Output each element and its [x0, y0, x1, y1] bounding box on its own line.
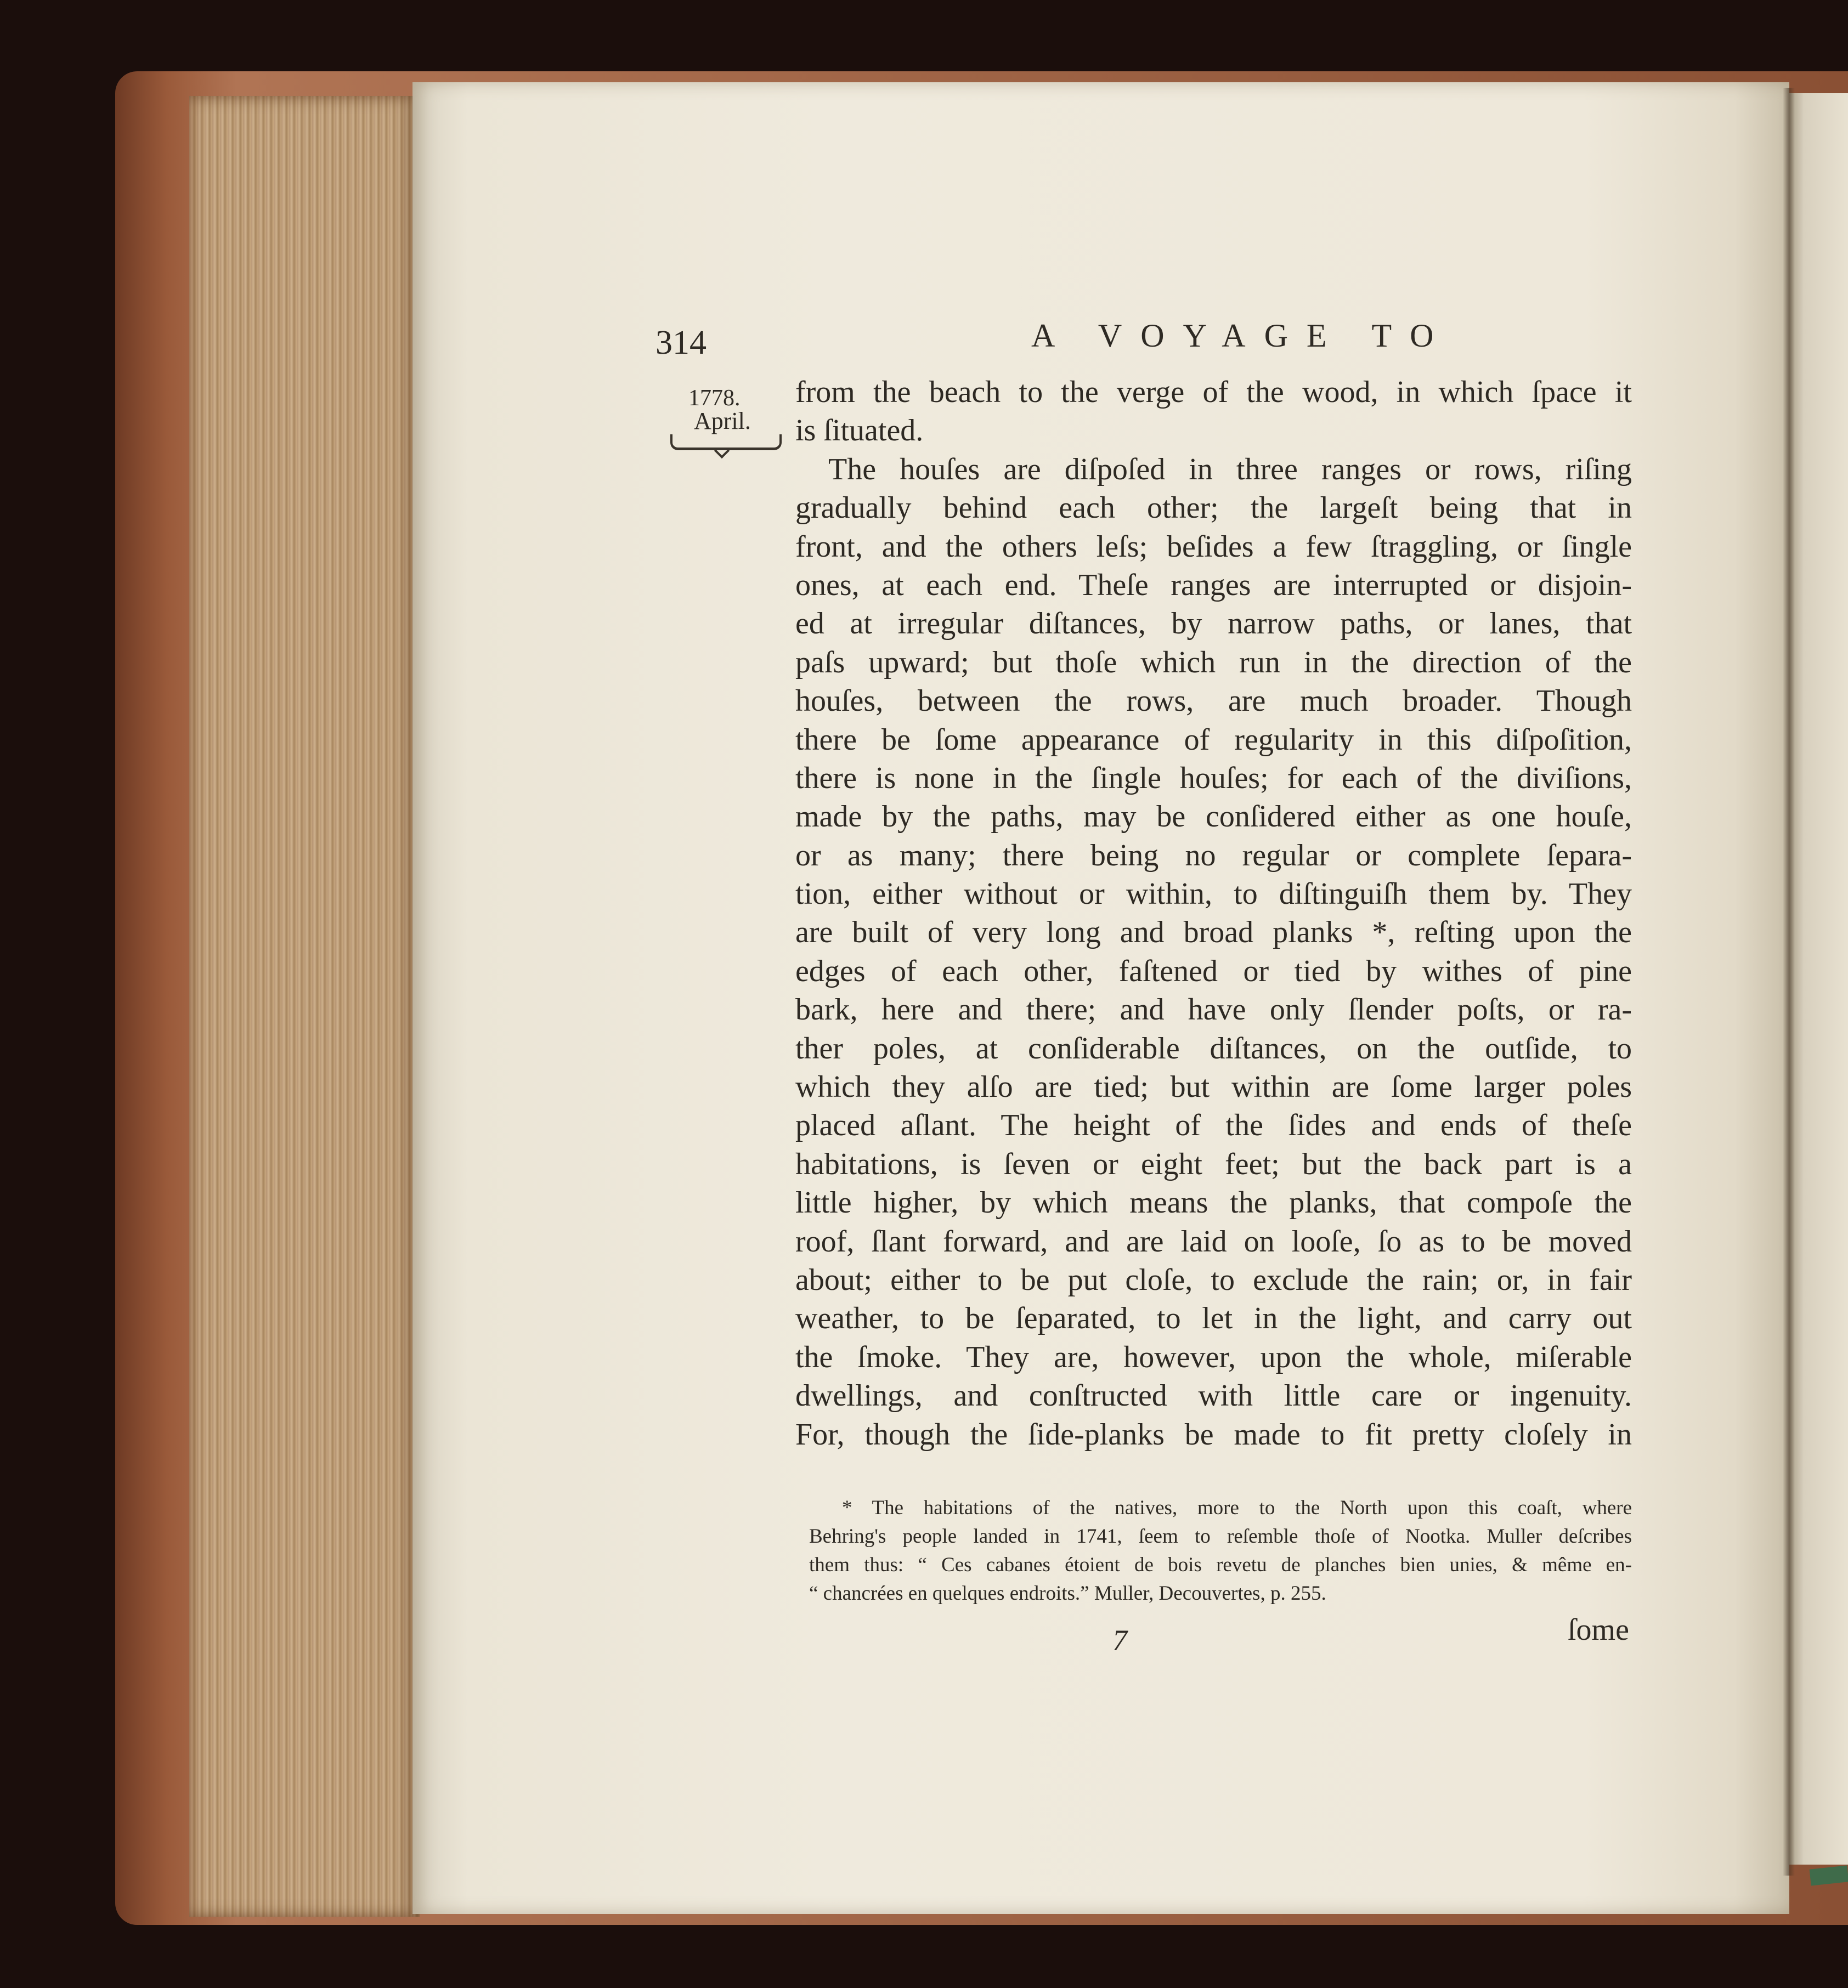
text-line: weather, to be ſeparated, to let in the light, and carry out [795, 1301, 1632, 1336]
text-line: houſes, between the rows, are much broader. Though [795, 684, 1632, 718]
text-line: ther poles, at conſiderable diſtances, on the outſide, to [795, 1031, 1632, 1066]
footnote-line: Behring's people landed in 1741, ſeem to reſemble thoſe of Nootka. Muller deſcribes [809, 1525, 1632, 1548]
text-line: or as many; there being no regular or complete ſepara- [795, 838, 1632, 873]
footnote-line: “ chancrées en quelques endroits.” Muller, Decouvertes, p. 255. [809, 1582, 1326, 1605]
footnote-line: * The habitations of the natives, more to the North upon this coaſt, where [842, 1497, 1632, 1519]
text-line: there is none in the ſingle houſes; for each of the diviſions, [795, 761, 1632, 795]
right-page-edge [1789, 93, 1848, 1865]
text-line: front, and the others leſs; beſides a few ſtraggling, or ſingle [795, 529, 1632, 564]
footnote [809, 1494, 1632, 1608]
text-line: paſs upward; but thoſe which run in the direction of the [795, 645, 1632, 679]
text-line: For, though the ſide-planks be made to fit pretty cloſely in [795, 1417, 1632, 1452]
text-line: The houſes are diſpoſed in three ranges or rows, riſing [828, 452, 1632, 486]
text-line: the ſmoke. They are, however, upon the whole, miſerable [795, 1340, 1632, 1374]
text-line: edges of each other, faſtened or tied by withes of pine [795, 954, 1632, 988]
margin-month: April. [694, 407, 751, 434]
page-edges [189, 96, 420, 1917]
text-line: ed at irregular diſtances, by narrow paths, or lanes, that [795, 607, 1632, 641]
text-line: made by the paths, may be conſidered either as one houſe, [795, 800, 1632, 834]
text-line: from the beach to the verge of the wood, in which ſpace it [795, 375, 1632, 409]
footnote-line: them thus: “ Ces cabanes étoient de bois revetu de planches bien unies, & même en- [809, 1554, 1632, 1576]
gutter-shadow [1783, 88, 1795, 1876]
text-line: little higher, by which means the planks, that compoſe the [795, 1186, 1632, 1220]
page-number: 314 [655, 324, 707, 361]
text-line: placed aſlant. The height of the ſides and ends of theſe [795, 1108, 1632, 1143]
text-line: gradually behind each other; the largeſt being that in [795, 491, 1632, 525]
text-line: habitations, is ſeven or eight feet; but the back part is a [795, 1147, 1632, 1181]
text-line: is ſituated. [795, 414, 924, 448]
catchword: ſome [1568, 1613, 1629, 1647]
text-line: are built of very long and broad planks *, reſting upon the [795, 915, 1632, 950]
margin-year: 1778. [688, 386, 741, 411]
text-line: bark, here and there; and have only ſlender poſts, or ra- [795, 993, 1632, 1027]
text-line: dwellings, and conſtructed with little care or ingenuity. [795, 1379, 1632, 1413]
text-line: ones, at each end. Theſe ranges are interrupted or disjoin- [795, 568, 1632, 602]
text-line: tion, either without or within, to diſtinguiſh them by. They [795, 877, 1632, 911]
text-line: there be ſome appearance of regularity in this diſpoſition, [795, 722, 1632, 757]
text-line: about; either to be put cloſe, to exclude the rain; or, in fair [795, 1262, 1632, 1297]
running-title: A VOYAGE TO [1031, 318, 1453, 354]
signature-mark: 7 [1112, 1624, 1127, 1657]
text-line: which they alſo are tied; but within are ſome larger poles [795, 1070, 1632, 1105]
body-text [795, 373, 1632, 1454]
text-line: roof, ſlant forward, and are laid on looſe, ſo as to be moved [795, 1224, 1632, 1259]
